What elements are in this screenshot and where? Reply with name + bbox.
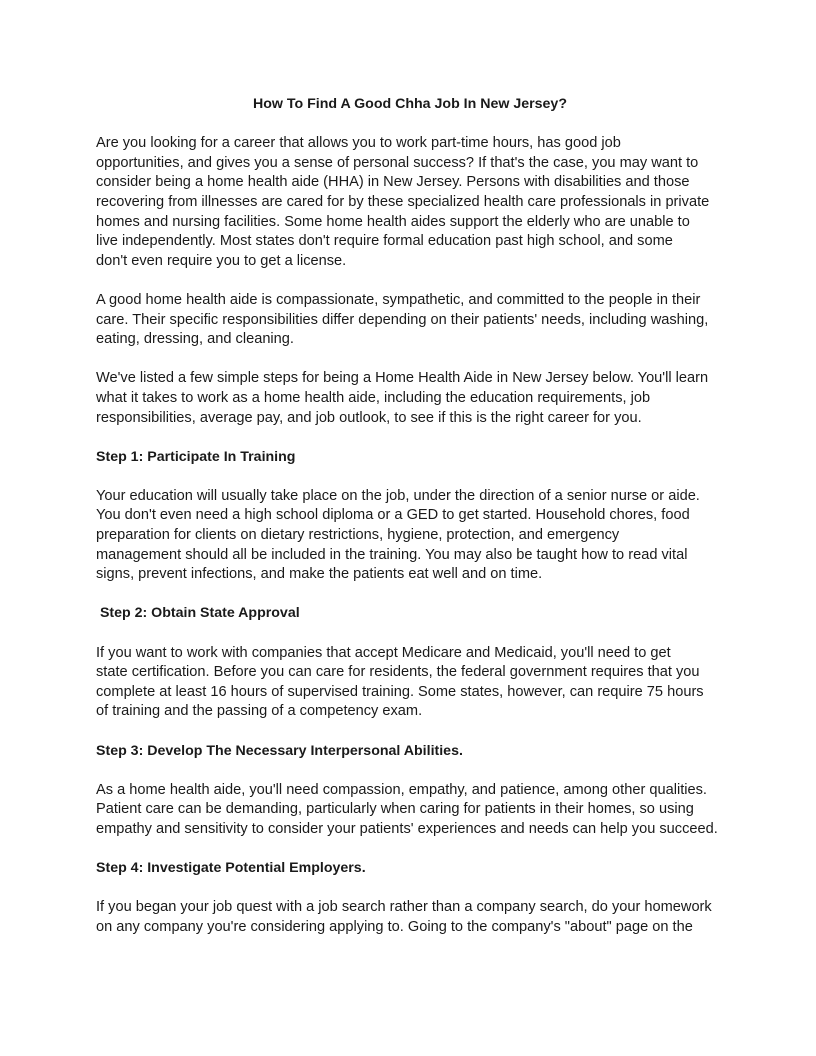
text-line: If you began your job quest with a job search rather than a company search, do your homework <box>96 899 712 916</box>
text-line: don't even require you to get a license. <box>96 252 347 269</box>
document-content <box>96 95 724 957</box>
text-line: Patient care can be demanding, particularly when caring for patients in their homes, so using <box>96 801 694 818</box>
document-title: How To Find A Good Chha Job In New Jersey? <box>253 96 567 112</box>
qualities-paragraph <box>96 291 724 350</box>
text-line: A good home health aide is compassionate, sympathetic, and committed to the people in their <box>96 291 701 308</box>
text-line: of training and the passing of a competency exam. <box>96 703 423 720</box>
text-line: preparation for clients on dietary restrictions, hygiene, protection, and emergency <box>96 527 620 544</box>
text-line: homes and nursing facilities. Some home health aides support the elderly who are unable to <box>96 213 690 230</box>
step-1-body <box>96 487 724 585</box>
intro-paragraph <box>96 134 724 271</box>
step-3-body <box>96 781 724 840</box>
text-line: management should all be included in the training. You may also be taught how to read vital <box>96 546 688 563</box>
text-line: Are you looking for a career that allows you to work part-time hours, has good job <box>96 135 621 152</box>
step-4-heading: Step 4: Investigate Potential Employers. <box>96 860 366 877</box>
step-2-heading: Step 2: Obtain State Approval <box>96 605 300 622</box>
text-line: empathy and sensitivity to consider your patients' experiences and needs can help you succeed. <box>96 820 718 837</box>
steps-intro-paragraph <box>96 369 724 428</box>
text-line: Your education will usually take place on the job, under the direction of a senior nurse or aide. <box>96 487 700 504</box>
text-line: state certification. Before you can care for residents, the federal government requires that you <box>96 664 700 681</box>
text-line: complete at least 16 hours of supervised training. Some states, however, can require 75 hours <box>96 683 704 700</box>
text-line: what it takes to work as a home health aide, including the education requirements, job <box>96 389 651 406</box>
text-line: recovering from illnesses are cared for by these specialized health care professionals in private <box>96 193 710 210</box>
text-line: As a home health aide, you'll need compassion, empathy, and patience, among other qualities. <box>96 781 707 798</box>
text-line: We've listed a few simple steps for being a Home Health Aide in New Jersey below. You'll learn <box>96 370 709 387</box>
text-line: opportunities, and gives you a sense of personal success? If that's the case, you may want to <box>96 154 699 171</box>
text-line: You don't even need a high school diploma or a GED to get started. Household chores, food <box>96 507 690 524</box>
text-line: care. Their specific responsibilities differ depending on their patients' needs, including washing, <box>96 311 709 328</box>
text-line: If you want to work with companies that accept Medicare and Medicaid, you'll need to get <box>96 644 671 661</box>
step-3-heading: Step 3: Develop The Necessary Interpersonal Abilities. <box>96 742 463 759</box>
text-line: signs, prevent infections, and make the patients eat well and on time. <box>96 566 543 583</box>
step-2-body <box>96 644 724 722</box>
text-line: on any company you're considering applying to. Going to the company's "about" page on the <box>96 918 693 935</box>
text-line: eating, dressing, and cleaning. <box>96 331 294 348</box>
text-line: consider being a home health aide (HHA) in New Jersey. Persons with disabilities and those <box>96 174 690 191</box>
step-4-body <box>96 898 724 937</box>
text-line: live independently. Most states don't require formal education past high school, and some <box>96 233 673 250</box>
step-1-heading: Step 1: Participate In Training <box>96 448 296 465</box>
text-line: responsibilities, average pay, and job outlook, to see if this is the right career for you. <box>96 409 642 426</box>
